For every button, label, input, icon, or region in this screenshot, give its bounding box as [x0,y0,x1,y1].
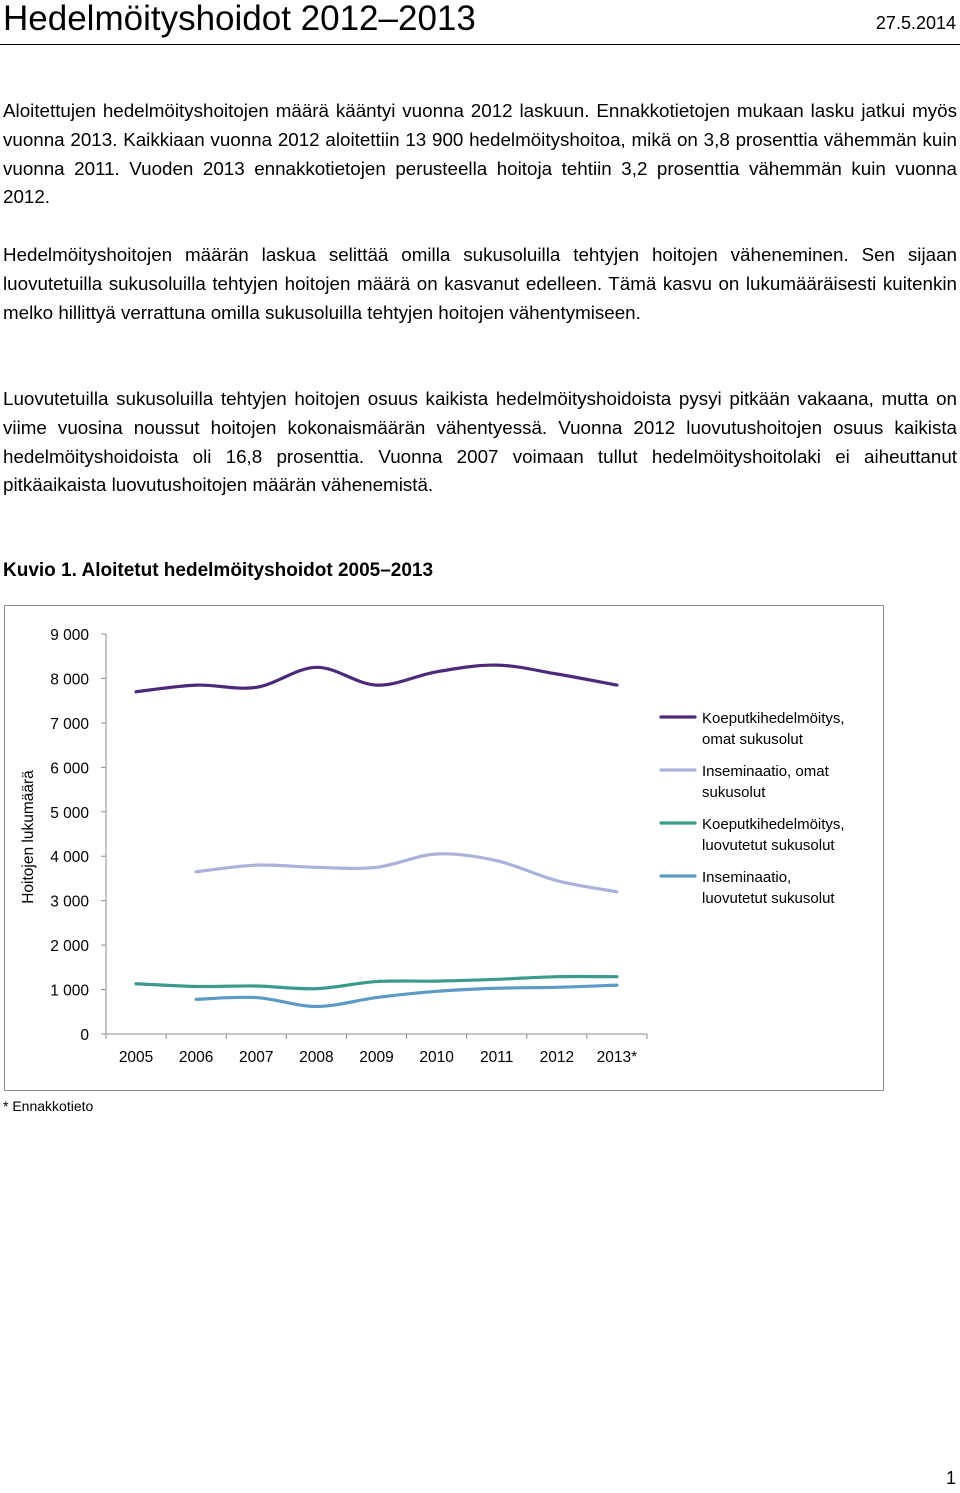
series-line-iui-own [196,854,617,892]
x-tick-label: 2007 [239,1049,274,1066]
document-date: 27.5.2014 [875,13,956,33]
body-paragraph: Hedelmöityshoitojen määrän laskua selittää omilla sukusoluilla tehtyjen hoitojen väheneminen. Sen sijaan luovutetuilla sukusoluilla tehtyjen hoitojen määrä on kasvanut edelleen. Tämä kasvu on lukumääräisesti kuitenkin melko hillittyä verrattuna omilla sukusoluilla tehtyjen hoitojen vähentymiseen. [3,244,957,323]
legend-label-iui-donated: Inseminaatio, luovutetut sukusolut [702,869,835,907]
y-tick-label: 6 000 [50,760,89,778]
y-tick-label: 4 000 [50,849,89,867]
x-tick-label: 2011 [480,1049,514,1066]
x-tick-label: 2005 [118,1049,154,1066]
legend-label-ivf-donated: Koeputkihedelmöitys, luovutetut sukusolut [702,816,845,854]
y-tick-label: 8 000 [50,671,89,689]
body-paragraph: Aloitettujen hedelmöityshoitojen määrä kääntyi vuonna 2012 laskuun. Ennakkotietojen mukaan lasku jatkui myös vuonna 2013. Kaikkiaan vuonna 2012 aloitettiin 13 900 hedelmöityshoitoa, mikä on 3,8 prosenttia vähemmän kuin vuonna 2011. Vuoden 2013 ennakkotietojen perusteella hoitoja tehtiin 3,2 prosenttia vähemmän kuin vuonna 2012. [3,100,957,208]
series-line-ivf-own [136,665,617,692]
page-number: 1 [945,1468,956,1488]
x-tick-label: 2006 [178,1049,214,1066]
document-title: Hedelmöityshoidot 2012–2013 [3,0,476,38]
chart-footnote: * Ennakkotieto [3,1098,94,1114]
document-header [0,0,960,45]
y-axis-title: Hoitojen lukumäärä [20,770,37,904]
figure-caption: Kuvio 1. Aloitetut hedelmöityshoidot 2005–2013 [3,560,434,581]
body-paragraph: Luovutetuilla sukusoluilla tehtyjen hoitojen osuus kaikista hedelmöityshoidoista pysyi pitkään vakaana, mutta on viime vuosina noussut hoitojen kokonaismäärän vähentyessä. Vuonna 2012 luovutushoitojen osuus kaikista hedelmöityshoidoista oli 16,8 prosenttia. Vuonna 2007 voimaan tullut hedelmöityshoitolaki ei aiheuttanut pitkäaikaista luovutushoitojen määrän vähenemistä. [3,388,957,496]
legend-label-iui-own: Inseminaatio, omat sukusolut [702,763,829,801]
legend-label-ivf-own: Koeputkihedelmöitys, omat sukusolut [702,710,845,748]
x-tick-label: 2010 [419,1049,454,1066]
series-line-iui-donated [196,985,617,1006]
x-tick-label: 2009 [359,1049,394,1066]
y-tick-label: 3 000 [50,893,89,911]
line-chart [5,606,885,1092]
y-tick-label: 0 [80,1027,89,1044]
x-tick-label: 2012 [539,1049,575,1066]
x-tick-label: 2008 [299,1049,334,1066]
y-tick-label: 2 000 [50,938,89,956]
x-tick-label: 2013* [596,1049,638,1066]
y-tick-label: 1 000 [50,982,89,1000]
chart-area [4,605,884,1091]
y-tick-label: 7 000 [50,715,89,733]
y-tick-label: 9 000 [50,627,89,644]
y-tick-label: 5 000 [50,804,89,822]
